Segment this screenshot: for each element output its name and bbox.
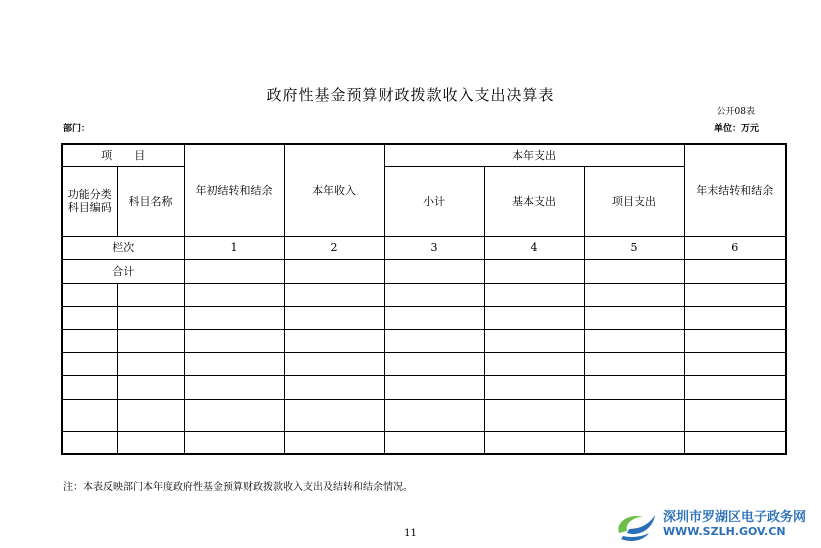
- table-cell: [584, 375, 684, 399]
- table-cell: [184, 259, 284, 283]
- budget-table: [61, 143, 787, 455]
- unit-label: 单位：万元: [713, 124, 759, 134]
- header-func-code: 功能分类科目编码: [62, 166, 117, 236]
- table-cell: [384, 329, 484, 352]
- table-cell: [117, 306, 184, 329]
- table-cell: [484, 306, 584, 329]
- watermark-url: WWW.SZLH.GOV.CN: [663, 525, 786, 538]
- table-cell: [684, 329, 786, 352]
- table-cell: [384, 306, 484, 329]
- department-label: 部门：: [63, 124, 91, 134]
- table-cell: [117, 283, 184, 306]
- watermark: [613, 503, 821, 543]
- table-cell: [484, 329, 584, 352]
- table-row: [62, 329, 786, 352]
- table-cell: [584, 329, 684, 352]
- table-row: [62, 352, 786, 375]
- header-subtotal: 小计: [384, 166, 484, 236]
- header-closing-balance: 年末结转和结余: [684, 144, 786, 236]
- row-index-col: 4: [484, 236, 584, 259]
- header-opening-balance: 年初结转和结余: [184, 144, 284, 236]
- table-cell: [684, 352, 786, 375]
- table-cell: [62, 306, 117, 329]
- row-index: [62, 236, 786, 259]
- table-cell: [184, 306, 284, 329]
- table-cell: [284, 375, 384, 399]
- table-cell: [384, 375, 484, 399]
- table-cell: [284, 399, 384, 431]
- row-index-col: 3: [384, 236, 484, 259]
- table-cell: [184, 352, 284, 375]
- table-cell: [484, 283, 584, 306]
- table-cell: [62, 375, 117, 399]
- table-cell: [184, 399, 284, 431]
- table-cell: [384, 399, 484, 431]
- table-cell: [384, 352, 484, 375]
- table-cell: [117, 352, 184, 375]
- table-cell: [384, 259, 484, 283]
- table-cell: [284, 283, 384, 306]
- row-index-col: 2: [284, 236, 384, 259]
- table-cell: [584, 306, 684, 329]
- table-cell: [184, 283, 284, 306]
- table-cell: [284, 306, 384, 329]
- table-cell: [284, 352, 384, 375]
- table-cell: [384, 431, 484, 454]
- header-income: 本年收入: [284, 144, 384, 236]
- table-cell: [62, 329, 117, 352]
- header-project: 项目支出: [584, 166, 684, 236]
- table-cell: [584, 283, 684, 306]
- table-cell: [484, 399, 584, 431]
- watermark-logo-icon: [613, 503, 659, 543]
- page-title: 政府性基金预算财政拨款收入支出决算表: [266, 86, 555, 104]
- row-index-col: 1: [184, 236, 284, 259]
- table-cell: [284, 259, 384, 283]
- table-cell: [684, 375, 786, 399]
- table-row: [62, 306, 786, 329]
- total-label: 合计: [62, 259, 184, 283]
- table-cell: [184, 329, 284, 352]
- table-cell: [284, 329, 384, 352]
- table-cell: [484, 375, 584, 399]
- table-cell: [184, 375, 284, 399]
- footnote: 注：本表反映部门本年度政府性基金预算财政拨款收入支出及结转和结余情况。: [63, 482, 413, 493]
- table-cell: [584, 399, 684, 431]
- table-cell: [584, 259, 684, 283]
- row-index-col: 5: [584, 236, 684, 259]
- table-cell: [117, 329, 184, 352]
- table-cell: [284, 431, 384, 454]
- table-cell: [484, 431, 584, 454]
- table-cell: [117, 399, 184, 431]
- table-row: [62, 283, 786, 306]
- row-index-label: 栏次: [62, 236, 184, 259]
- header-basic: 基本支出: [484, 166, 584, 236]
- table-row: [62, 431, 786, 454]
- table-row: [62, 375, 786, 399]
- table-cell: [117, 375, 184, 399]
- table-cell: [62, 431, 117, 454]
- header-item: 项 目: [62, 144, 184, 166]
- total-row: [62, 259, 786, 283]
- table-cell: [62, 399, 117, 431]
- header-expenditure: 本年支出: [384, 144, 684, 166]
- form-number: 公开08表: [716, 107, 755, 117]
- table-row: [62, 399, 786, 431]
- table-cell: [684, 283, 786, 306]
- table-cell: [584, 352, 684, 375]
- header-subject-name: 科目名称: [117, 166, 184, 236]
- table-cell: [584, 431, 684, 454]
- table-cell: [62, 352, 117, 375]
- table-cell: [484, 259, 584, 283]
- table-cell: [384, 283, 484, 306]
- table-cell: [484, 352, 584, 375]
- table-cell: [684, 306, 786, 329]
- table-cell: [684, 399, 786, 431]
- table-cell: [62, 283, 117, 306]
- table-cell: [117, 431, 184, 454]
- watermark-name: 深圳市罗湖区电子政务网: [663, 510, 807, 525]
- page-number: 11: [404, 528, 417, 539]
- table-cell: [684, 431, 786, 454]
- table-cell: [184, 431, 284, 454]
- row-index-col: 6: [684, 236, 786, 259]
- table-cell: [684, 259, 786, 283]
